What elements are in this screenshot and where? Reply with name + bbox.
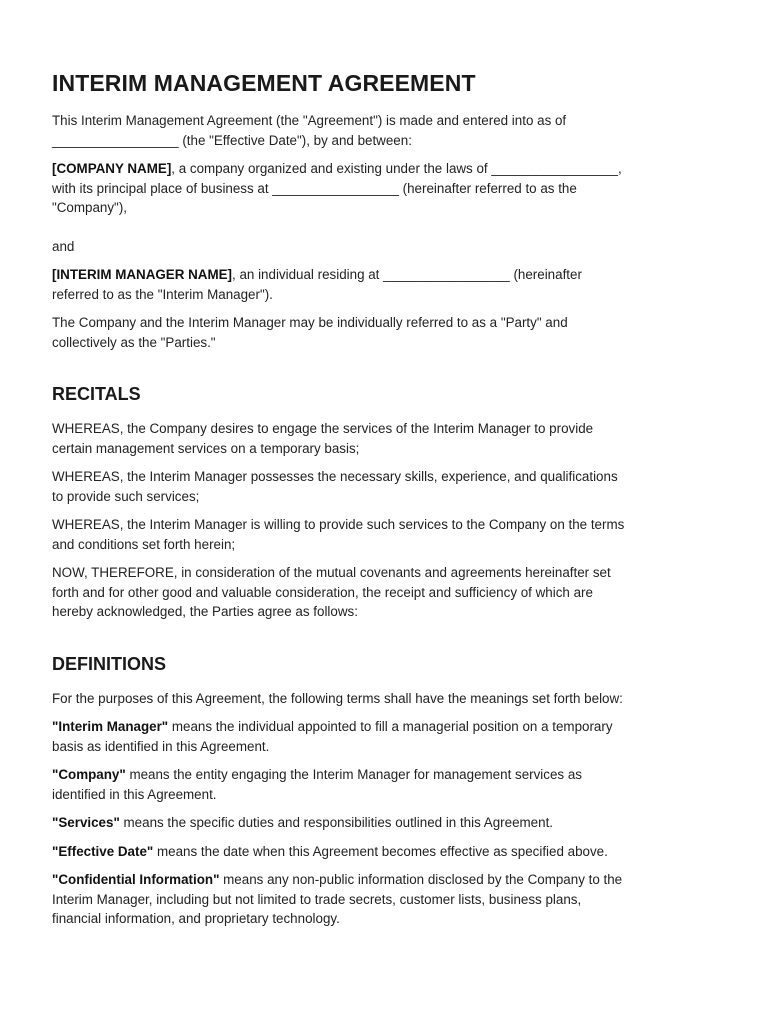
definition-text: means the date when this Agreement becomes effective as specified above.: [153, 843, 608, 859]
manager-party-text-b: referred to as the "Interim Manager").: [52, 286, 273, 302]
recital-2-line-2: to provide such services;: [52, 488, 200, 504]
recital-1-line-1: WHEREAS, the Company desires to engage the services of the Interim Manager to provide: [52, 421, 594, 436]
definition-text: Interim Manager, including but not limited to trade secrets, customer lists, business plans,: [52, 891, 582, 907]
definition-item: [52, 717, 718, 756]
definition-item: [52, 813, 718, 833]
definition-text: means any non-public information disclosed by the Company to the: [219, 872, 623, 887]
definitions-intro: For the purposes of this Agreement, the following terms shall have the meanings set forth below:: [52, 690, 623, 706]
definition-term: "Company": [52, 767, 126, 782]
company-party-paragraph: [52, 159, 718, 218]
now-therefore-line-3: hereby acknowledged, the Parties agree as follows:: [52, 604, 358, 619]
document-title: INTERIM MANAGEMENT AGREEMENT: [52, 70, 476, 96]
parties-note-line-2: collectively as the "Parties.": [52, 334, 216, 350]
company-party-text-c: "Company"),: [52, 200, 127, 215]
definition-item: [52, 842, 718, 862]
recital-2-line-1: WHEREAS, the Interim Manager possesses the necessary skills, experience, and qualifications: [52, 469, 618, 484]
recital-3-line-2: and conditions set forth herein;: [52, 536, 236, 552]
intro-line-1: This Interim Management Agreement (the "Agreement") is made and entered into as of: [52, 113, 567, 128]
now-therefore-line-1: NOW, THEREFORE, in consideration of the mutual covenants and agreements hereinafter set: [52, 565, 611, 580]
definition-text: means the entity engaging the Interim Manager for management services as: [125, 767, 582, 782]
definition-term: "Confidential Information": [52, 872, 220, 887]
manager-party-text-a: , an individual residing at _________________ (hereinafter: [232, 267, 582, 282]
definition-text: financial information, and proprietary technology.: [52, 911, 340, 926]
definition-text: means the individual appointed to fill a managerial position on a temporary: [168, 719, 613, 734]
manager-party-paragraph: [52, 265, 718, 304]
recital-item: [52, 419, 718, 458]
intro-line-2: _________________ (the "Effective Date"), by and between:: [52, 132, 412, 148]
intro-paragraph: [52, 111, 718, 150]
recital-item: [52, 515, 718, 554]
definition-term: "Services": [52, 815, 120, 830]
now-therefore-line-2: forth and for other good and valuable consideration, the receipt and sufficiency of which are: [52, 584, 593, 600]
company-name-placeholder: [COMPANY NAME]: [52, 161, 172, 176]
recital-3-line-1: WHEREAS, the Interim Manager is willing to provide such services to the Company on the terms: [52, 517, 625, 532]
recital-1-line-2: certain management services on a temporary basis;: [52, 440, 360, 456]
and-connector: and: [52, 238, 75, 254]
definition-item: [52, 870, 718, 929]
manager-name-placeholder: [INTERIM MANAGER NAME]: [52, 267, 233, 282]
parties-note-line-1: The Company and the Interim Manager may be individually referred to as a "Party" and: [52, 315, 568, 330]
definition-text: means the specific duties and responsibilities outlined in this Agreement.: [119, 815, 554, 830]
now-therefore-paragraph: [52, 563, 718, 622]
recital-item: [52, 467, 718, 506]
parties-note-paragraph: [52, 313, 718, 352]
definition-term: "Interim Manager": [52, 719, 169, 734]
definitions-heading: DEFINITIONS: [52, 653, 167, 674]
definition-text: basis as identified in this Agreement.: [52, 738, 270, 754]
company-party-text-b: with its principal place of business at _________________ (hereinafter referred to as the: [52, 180, 577, 196]
definition-text: identified in this Agreement.: [52, 786, 217, 802]
definition-term: "Effective Date": [52, 843, 154, 859]
definition-item: [52, 765, 718, 804]
company-party-text-a: , a company organized and existing under the laws of _________________,: [171, 161, 622, 176]
recitals-heading: RECITALS: [52, 384, 141, 404]
